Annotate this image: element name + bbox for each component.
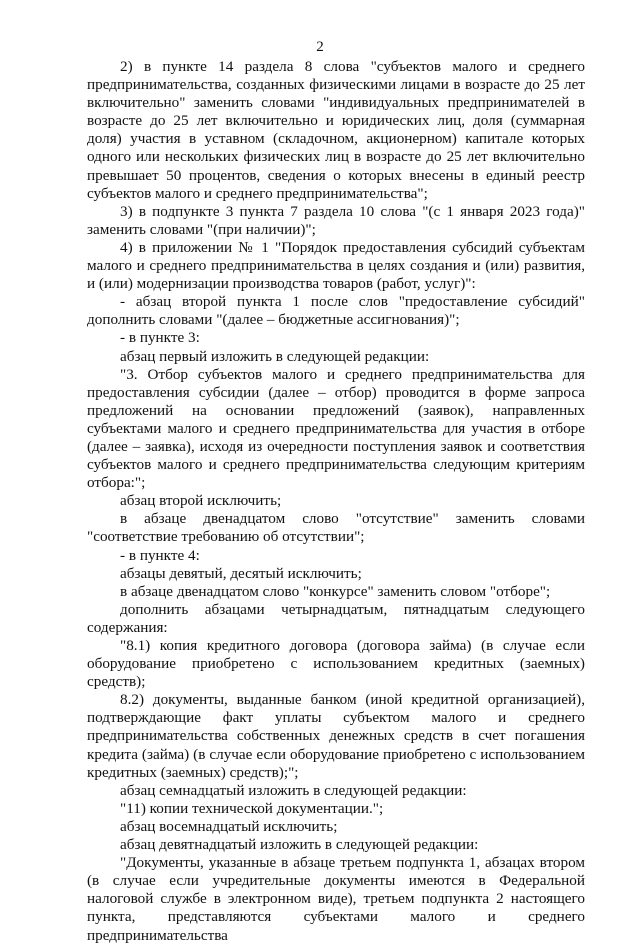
paragraph-item-8-2: 8.2) документы, выданные банком (иной кредитной организацией), подтверждающие факт уплаты субъектом малого и среднего предпринимательства собственных денежных средств в счет погашения кредита (займа) (в случае если оборудование приобретено с использованием кредитных (заемных) средств);"; [87,691,585,781]
paragraph-amendment-2: 2) в пункте 14 раздела 8 слова "субъектов малого и среднего предпринимательства, созданных физическими лицами в возрасте до 25 лет включительно" заменить словами "индивидуальных предпринимателей в возрасте до 25 лет включительно и юридических лиц, доля (суммарная доля) участия в уставном (складочном, акционерном) капитале которых одного или нескольких физических лиц в возрасте до 25 лет включительно превышает 50 процентов, сведения о которых внесены в единый реестр субъектов малого и среднего предпринимательства"; [87,58,585,202]
paragraph-add-paras: дополнить абзацами четырнадцатым, пятнадцатым следующего содержания: [87,600,585,636]
paragraph-item-11: "11) копии технической документации."; [120,799,384,817]
document-body [87,58,585,944]
paragraph-amendment-3: 3) в подпункте 3 пункта 7 раздела 10 слова "(с 1 января 2023 года)" заменить словами "(при наличии)"; [87,202,585,238]
paragraph-item-8-1: "8.1) копия кредитного договора (договора займа) (в случае если оборудование приобретено с использованием кредитных (заемных) средств); [87,637,585,691]
paragraph-amendment-4: 4) в приложении № 1 "Порядок предоставления субсидий субъектам малого и среднего предпринимательства в целях создания и (или) развития, и (или) модернизации производства товаров (работ, услуг)": [87,238,585,293]
paragraph-item-4-heading: - в пункте 4: [120,546,200,564]
paragraph-first-para-new-wording: абзац первый изложить в следующей редакции: [120,347,430,365]
paragraph-nineteenth-new-wording: абзац девятнадцатый изложить в следующей редакции: [120,836,479,854]
paragraph-documents-text: "Документы, указанные в абзаце третьем подпункта 1, абзацах втором (в случае если учредительные документы имеются в Федеральной налоговой службе в электронном виде), третьем подпункта 2 настоящего пункта, представляются субъектами малого и среднего предпринимательства [87,854,585,944]
paragraph-second-para-delete: абзац второй исключить; [120,492,282,510]
paragraph-item-3-heading: - в пункте 3: [120,329,200,347]
paragraph-ninth-tenth-delete: абзацы девятый, десятый исключить; [120,564,362,582]
paragraph-eighteenth-delete: абзац восемнадцатый исключить; [120,817,338,835]
paragraph-twelfth-contest-change: в абзаце двенадцатом слово "конкурсе" заменить словом "отборе"; [120,582,551,600]
paragraph-selection-text: "3. Отбор субъектов малого и среднего предпринимательства для предоставления субсидии (далее – отбор) проводится в форме запроса предложений на основании предложений (заявок), направленных субъектами малого и среднего предпринимательства для участия в отборе (далее – заявка), исходя из очередности поступления заявок и соответствия субъектов малого и среднего предпринимательства следующим критериям отбора:"; [87,365,585,492]
paragraph-seventeenth-new-wording: абзац семнадцатый изложить в следующей редакции: [120,781,467,799]
paragraph-twelfth-para-change: в абзаце двенадцатом слово "отсутствие" заменить словами "соответствие требованию об отсутствии"; [87,510,585,546]
paragraph-item-1-change: - абзац второй пункта 1 после слов "предоставление субсидий" дополнить словами "(далее – бюджетные ассигнования)"; [87,293,585,329]
page-number: 2 [316,39,324,55]
page-bottom-cutoff [87,854,585,944]
